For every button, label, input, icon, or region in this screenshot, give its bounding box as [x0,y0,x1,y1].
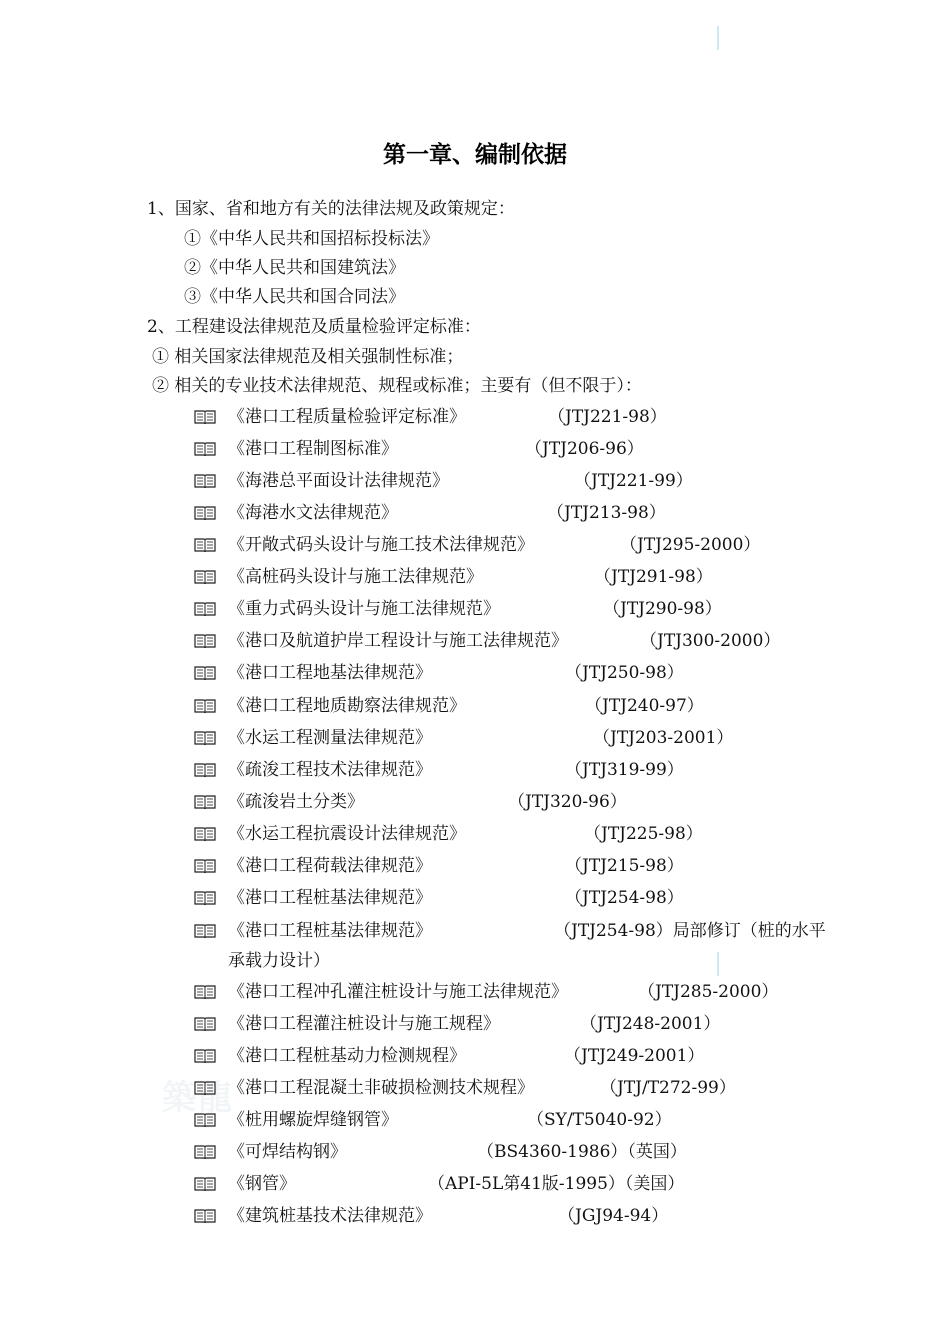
standard-name: 《可焊结构钢》 [228,1142,347,1162]
standard-name: 《海港总平面设计法律规范》 [228,471,449,491]
page-title: 第一章、编制依据 [383,142,567,168]
standard-code: （BS4360-1986）（英国） [477,1142,687,1162]
standard-code: （JTJ248-2001） [580,1014,721,1034]
standard-name: 《重力式码头设计与施工法律规范》 [228,599,500,619]
book-icon [194,409,216,425]
standard-code: （JTJ213-98） [547,503,666,523]
standard-code: （JTJ254-98） [565,888,684,908]
standard-name: 《水运工程测量法律规范》 [228,728,432,748]
book-icon [194,665,216,681]
standard-name: 《港口工程地基法律规范》 [228,663,432,683]
standard-code: （JTJ291-98） [594,567,713,587]
section2-heading: 2、工程建设法律规范及质量检验评定标准： [147,317,481,337]
standard-code: （API-5L第41版-1995）（美国） [428,1174,685,1194]
book-icon [194,505,216,521]
standard-code: （JTJ/T272-99） [600,1078,736,1098]
standard-code: （JTJ221-99） [574,471,693,491]
book-icon [194,730,216,746]
book-icon [194,923,216,939]
standard-name: 《港口工程桩基动力检测规程》 [228,1046,466,1066]
standard-code: （JTJ290-98） [603,599,722,619]
standard-name: 《港口工程荷载法律规范》 [228,856,432,876]
standard-name: 《港口工程地质勘察法律规范》 [228,696,466,716]
book-icon [194,858,216,874]
standard-name: 《疏浚工程技术法律规范》 [228,760,432,780]
standard-name: 《高桩码头设计与施工法律规范》 [228,567,483,587]
book-icon [194,569,216,585]
standard-name: 《开敞式码头设计与施工技术法律规范》 [228,535,534,555]
book-icon [194,473,216,489]
standard-name: 《疏浚岩土分类》 [228,792,364,812]
standard-name: 《港口工程桩基法律规范》 [228,921,432,941]
standard-code: （JTJ320-96） [508,792,627,812]
standard-code: （JTJ249-2001） [564,1046,705,1066]
book-icon [194,1048,216,1064]
standard-code: （JTJ225-98） [584,824,703,844]
law-item: ①《中华人民共和国招标投标法》 [184,229,439,249]
standard-continuation: 承载力设计） [228,951,330,971]
section2-sub2: ② 相关的专业技术法律规范、规程或标准；主要有（但不限于）： [152,376,642,396]
law-item: ③《中华人民共和国合同法》 [184,287,405,307]
law-item: ②《中华人民共和国建筑法》 [184,258,405,278]
standard-name: 《海港水文法律规范》 [228,503,398,523]
standard-name: 《港口工程混凝土非破损检测技术规程》 [228,1078,534,1098]
standard-name: 《港口及航道护岸工程设计与施工法律规范》 [228,631,568,651]
book-icon [194,1144,216,1160]
standard-code: （JTJ250-98） [565,663,684,683]
watermark: 築龍 [162,1078,234,1118]
section1-heading: 1、国家、省和地方有关的法律法规及政策规定： [147,199,515,219]
book-icon [194,1112,216,1128]
standard-name: 《港口工程冲孔灌注桩设计与施工法律规范》 [228,982,568,1002]
standard-name: 《建筑桩基技术法律规范》 [228,1206,432,1226]
standard-code: （JTJ295-2000） [620,535,761,555]
standard-code: （JTJ240-97） [585,696,704,716]
book-icon [194,633,216,649]
standard-code: （JTJ206-96） [525,439,644,459]
margin-mark [717,26,719,50]
standard-name: 《港口工程灌注桩设计与施工规程》 [228,1014,500,1034]
standard-name: 《桩用螺旋焊缝钢管》 [228,1110,398,1130]
standard-code: （JTJ300-2000） [640,631,781,651]
standard-code: （JTJ221-98） [548,407,667,427]
book-icon [194,794,216,810]
standard-name: 《钢管》 [228,1174,296,1194]
standard-name: 《港口工程制图标准》 [228,439,398,459]
book-icon [194,537,216,553]
book-icon [194,441,216,457]
standard-name: 《港口工程桩基法律规范》 [228,888,432,908]
book-icon [194,1080,216,1096]
margin-mark [717,952,719,976]
standard-code: （JTJ319-99） [565,760,684,780]
standard-code: （JTJ203-2001） [593,728,734,748]
standard-code: （SY/T5040-92） [527,1110,672,1130]
book-icon [194,762,216,778]
standard-code: （JGJ94-94） [558,1206,669,1226]
book-icon [194,890,216,906]
section2-sub1: ① 相关国家法律规范及相关强制性标准； [152,347,464,367]
standard-name: 《港口工程质量检验评定标准》 [228,407,466,427]
book-icon [194,1208,216,1224]
standard-name: 《水运工程抗震设计法律规范》 [228,824,466,844]
book-icon [194,826,216,842]
book-icon [194,1016,216,1032]
book-icon [194,601,216,617]
book-icon [194,1176,216,1192]
standard-code: （JTJ285-2000） [638,982,779,1002]
book-icon [194,984,216,1000]
standard-code: （JTJ215-98） [565,856,684,876]
book-icon [194,698,216,714]
standard-code: （JTJ254-98）局部修订（桩的水平 [554,921,826,941]
